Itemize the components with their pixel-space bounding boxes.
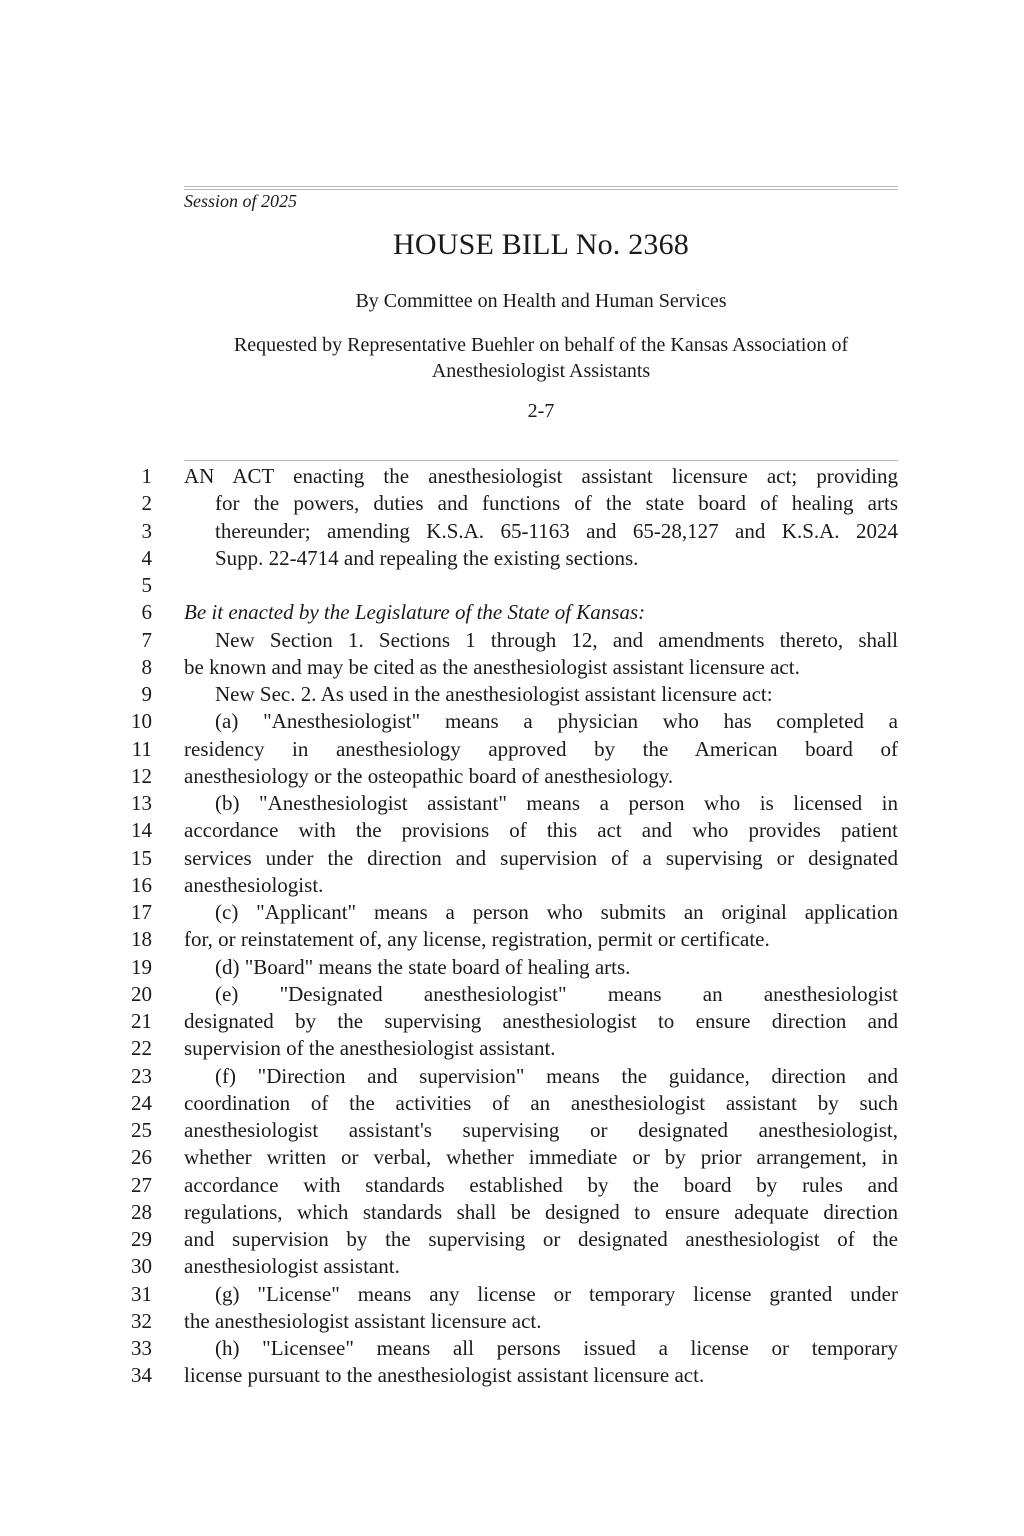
line-text: (g) "License" means any license or temporary license granted under xyxy=(215,1281,898,1306)
line-number: 24 xyxy=(131,1090,152,1115)
line-number: 8 xyxy=(141,654,152,679)
line-row xyxy=(0,572,1024,599)
line-number: 27 xyxy=(131,1172,152,1197)
line-text: accordance with the provisions of this act and who provides patient xyxy=(184,818,898,843)
line-number: 4 xyxy=(141,545,152,570)
line-text: (h) "Licensee" means all persons issued a license or temporary xyxy=(215,1336,898,1360)
bill-body xyxy=(0,463,1024,1390)
line-text: designated by the supervising anesthesiologist to ensure direction and xyxy=(184,1009,898,1033)
line-row xyxy=(0,1090,1024,1117)
line-number: 33 xyxy=(131,1336,152,1360)
line-number: 29 xyxy=(131,1227,152,1251)
line-text: anesthesiologist assistant's supervising or designated anesthesiologist, xyxy=(184,1118,898,1142)
line-row xyxy=(0,845,1024,872)
line-number: 6 xyxy=(141,600,152,625)
line-row xyxy=(0,627,1024,654)
line-text: New Section 1. Sections 1 through 12, and amendments thereto, shall xyxy=(215,627,898,652)
line-row xyxy=(0,1308,1024,1335)
line-text: the anesthesiologist assistant licensure act. xyxy=(184,1308,542,1333)
line-row xyxy=(0,1335,1024,1362)
line-row xyxy=(0,1281,1024,1308)
line-row xyxy=(0,1063,1024,1090)
line-row xyxy=(0,518,1024,545)
line-text: New Sec. 2. As used in the anesthesiologist assistant licensure act: xyxy=(215,682,773,706)
line-number: 1 xyxy=(141,464,152,488)
line-row xyxy=(0,1117,1024,1144)
line-number: 30 xyxy=(131,1254,152,1279)
line-text: anesthesiologist. xyxy=(184,872,324,897)
line-number: 25 xyxy=(131,1118,152,1142)
line-number: 34 xyxy=(131,1363,152,1388)
line-text: (d) "Board" means the state board of healing arts. xyxy=(215,954,631,979)
line-row xyxy=(0,1226,1024,1253)
line-text: (e) "Designated anesthesiologist" means an anesthesiologist xyxy=(215,981,898,1006)
line-row xyxy=(0,545,1024,572)
line-number: 14 xyxy=(131,818,152,843)
line-number: 13 xyxy=(131,791,152,815)
line-text: supervision of the anesthesiologist assistant. xyxy=(184,1036,556,1061)
line-row xyxy=(0,490,1024,517)
line-row xyxy=(0,872,1024,899)
line-row xyxy=(0,954,1024,981)
line-row xyxy=(0,736,1024,763)
line-number: 15 xyxy=(131,845,152,870)
introduction-date: 2-7 xyxy=(527,400,555,422)
session-label: Session of 2025 xyxy=(184,191,298,211)
line-number: 19 xyxy=(131,954,152,979)
line-text: whether written or verbal, whether immediate or by prior arrangement, in xyxy=(184,1145,898,1170)
line-text: for, or reinstatement of, any license, registration, permit or certificate. xyxy=(184,927,770,952)
line-text: Supp. 22-4714 and repealing the existing sections. xyxy=(215,545,639,570)
line-text: services under the direction and supervision of a supervising or designated xyxy=(184,845,898,870)
enacting-clause: Be it enacted by the Legislature of the State of Kansas: xyxy=(184,600,646,625)
line-text: residency in anesthesiology approved by the American board of xyxy=(184,736,898,761)
line-number: 17 xyxy=(131,900,152,924)
line-text: coordination of the activities of an anesthesiologist assistant by such xyxy=(184,1090,898,1115)
line-row xyxy=(0,1172,1024,1199)
line-number: 26 xyxy=(131,1145,152,1170)
line-row xyxy=(0,1035,1024,1062)
line-text: thereunder; amending K.S.A. 65-1163 and 65-28,127 and K.S.A. 2024 xyxy=(215,518,898,543)
line-row xyxy=(0,1362,1024,1389)
line-row xyxy=(0,763,1024,790)
line-row xyxy=(0,681,1024,708)
line-number: 23 xyxy=(131,1063,152,1088)
line-text: (f) "Direction and supervision" means the guidance, direction and xyxy=(215,1063,898,1088)
line-text: (c) "Applicant" means a person who submits an original application xyxy=(215,900,898,924)
line-number: 9 xyxy=(141,682,152,706)
requested-by: Requested by Representative Buehler on behalf of the Kansas Association of Anesthesiologist Assistants xyxy=(233,334,849,382)
top-rule xyxy=(184,186,898,187)
line-row xyxy=(0,654,1024,681)
line-text: regulations, which standards shall be designed to ensure adequate direction xyxy=(184,1199,898,1224)
line-text: for the powers, duties and functions of the state board of healing arts xyxy=(215,491,898,516)
line-number: 28 xyxy=(131,1199,152,1224)
line-text: be known and may be cited as the anesthesiologist assistant licensure act. xyxy=(184,654,800,679)
line-row xyxy=(0,817,1024,844)
committee-line: By Committee on Health and Human Services xyxy=(355,290,727,312)
line-text: accordance with standards established by the board by rules and xyxy=(184,1172,898,1197)
line-row xyxy=(0,1253,1024,1280)
line-text: (b) "Anesthesiologist assistant" means a person who is licensed in xyxy=(215,791,898,815)
line-number: 18 xyxy=(131,927,152,952)
line-number: 16 xyxy=(131,872,152,897)
line-number: 31 xyxy=(131,1281,152,1306)
line-text: license pursuant to the anesthesiologist assistant licensure act. xyxy=(184,1363,705,1388)
line-number: 10 xyxy=(131,709,152,734)
line-number: 20 xyxy=(131,981,152,1006)
line-row xyxy=(0,463,1024,490)
bill-title: HOUSE BILL No. 2368 xyxy=(392,228,689,261)
line-text: (a) "Anesthesiologist" means a physician who has completed a xyxy=(215,709,898,734)
line-row xyxy=(0,1008,1024,1035)
line-number: 22 xyxy=(131,1036,152,1061)
line-number: 7 xyxy=(141,627,152,652)
line-text: anesthesiology or the osteopathic board of anesthesiology. xyxy=(184,763,674,788)
line-number: 32 xyxy=(131,1308,152,1333)
line-row xyxy=(0,981,1024,1008)
line-row xyxy=(0,708,1024,735)
line-number: 21 xyxy=(131,1009,152,1033)
line-number: 5 xyxy=(141,573,152,597)
top-rule-secondary xyxy=(184,189,898,190)
line-number: 2 xyxy=(141,491,152,516)
line-text: AN ACT enacting the anesthesiologist assistant licensure act; providing xyxy=(184,464,898,488)
line-row xyxy=(0,790,1024,817)
line-row xyxy=(0,599,1024,626)
line-text: and supervision by the supervising or designated anesthesiologist of the xyxy=(184,1227,898,1251)
line-row xyxy=(0,1144,1024,1171)
line-row xyxy=(0,926,1024,953)
line-number: 3 xyxy=(141,518,152,543)
body-rule xyxy=(184,460,898,461)
line-number: 12 xyxy=(131,763,152,788)
line-row xyxy=(0,899,1024,926)
line-row xyxy=(0,1199,1024,1226)
line-text: anesthesiologist assistant. xyxy=(184,1254,400,1279)
line-number: 11 xyxy=(131,736,152,761)
